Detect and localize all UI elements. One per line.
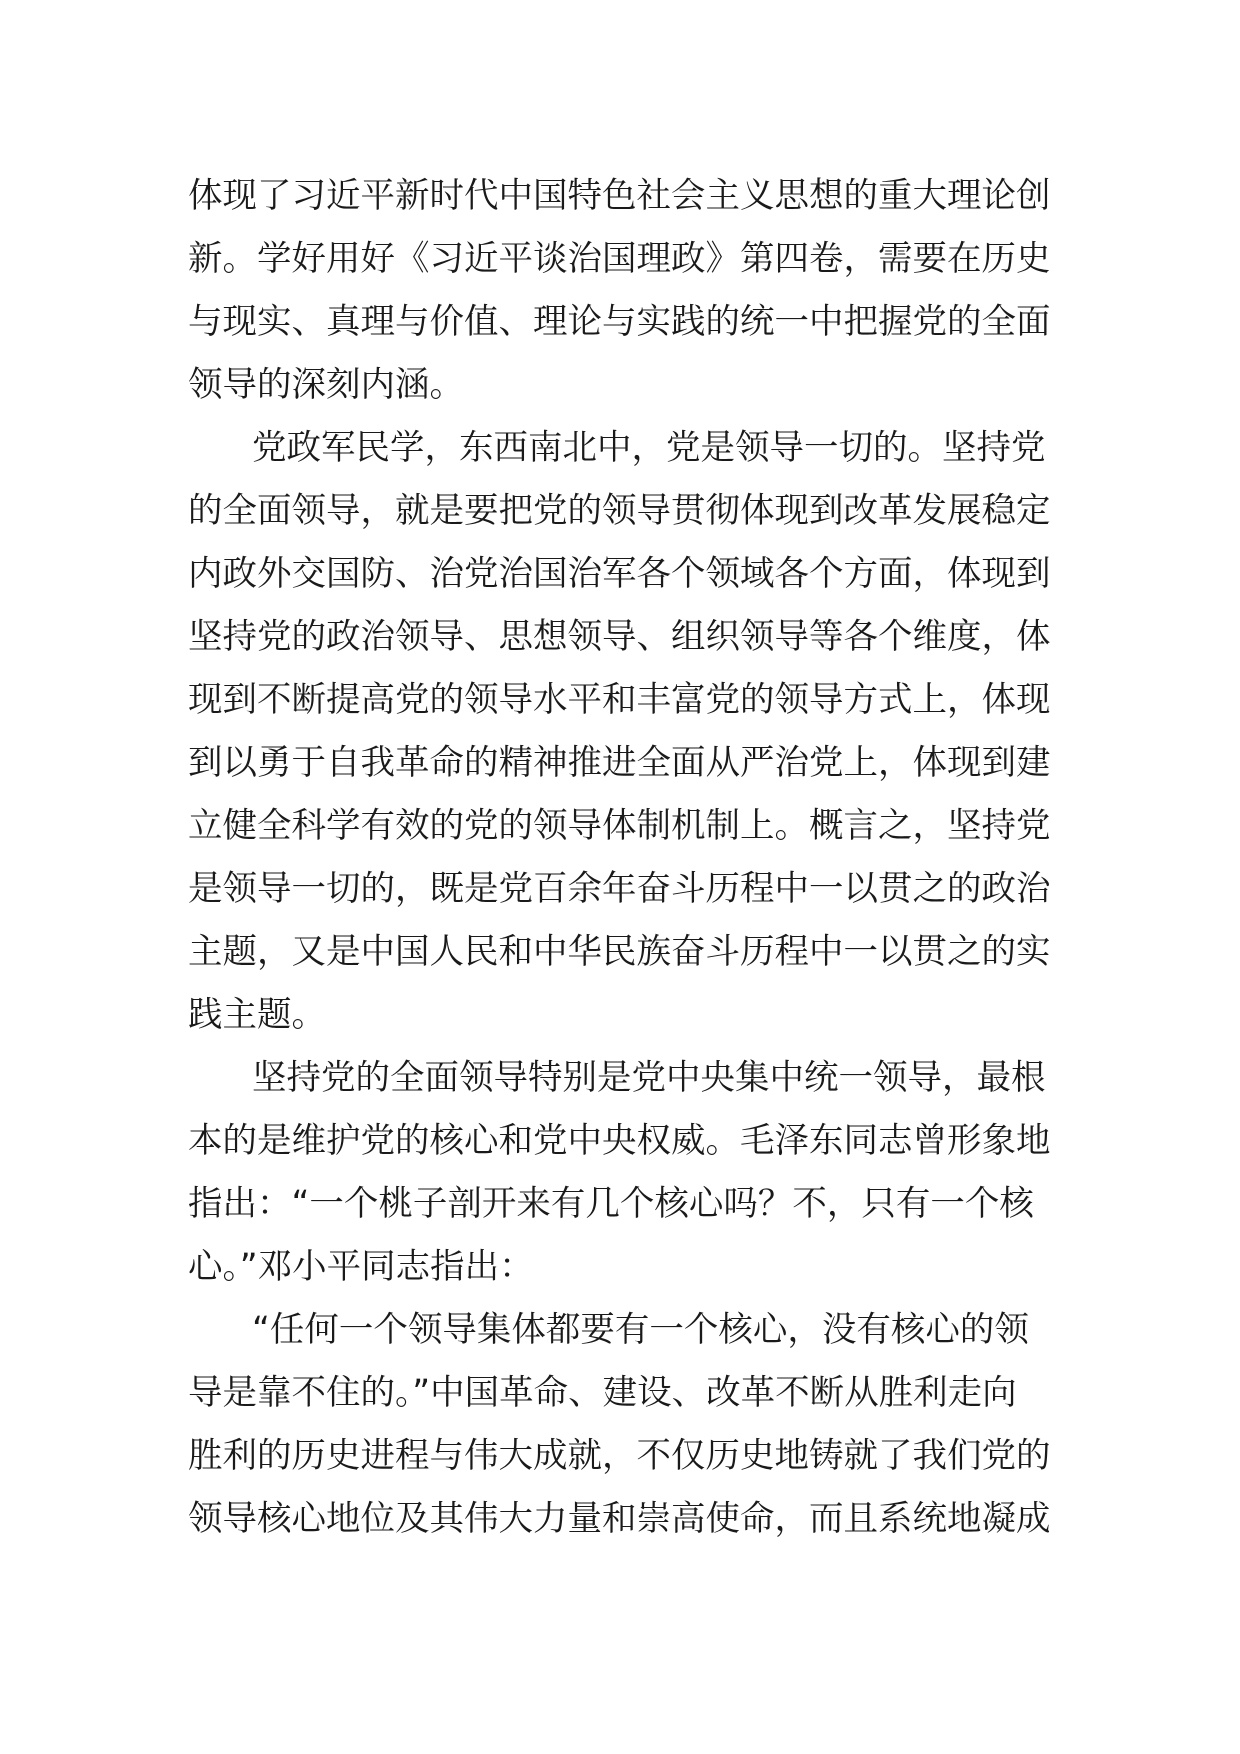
text-line: 主题，又是中国人民和中华民族奋斗历程中一以贯之的实 bbox=[188, 932, 1051, 972]
paragraph-first-line: 坚持党的全面领导特别是党中央集中统一领导，最根 bbox=[252, 1058, 1046, 1098]
text-line: 心。”邓小平同志指出： bbox=[188, 1247, 534, 1287]
paragraph-first-line: “任何一个领导集体都要有一个核心，没有核心的领 bbox=[252, 1310, 1029, 1350]
text-line: 现到不断提高党的领导水平和丰富党的领导方式上，体现 bbox=[188, 680, 1051, 720]
text-line: 内政外交国防、治党治国治军各个领域各个方面，体现到 bbox=[188, 554, 1051, 594]
text-line: 领导的深刻内涵。 bbox=[188, 365, 464, 405]
text-line: 体现了习近平新时代中国特色社会主义思想的重大理论创 bbox=[188, 176, 1051, 216]
paragraph-first-line: 党政军民学，东西南北中，党是领导一切的。坚持党 bbox=[252, 428, 1046, 468]
text-line: 领导核心地位及其伟大力量和崇高使命，而且系统地凝成 bbox=[188, 1499, 1051, 1539]
body-text bbox=[188, 165, 1058, 1551]
text-line: 的全面领导，就是要把党的领导贯彻体现到改革发展稳定 bbox=[188, 491, 1051, 531]
text-line: 是领导一切的，既是党百余年奋斗历程中一以贯之的政治 bbox=[188, 869, 1051, 909]
text-line: 与现实、真理与价值、理论与实践的统一中把握党的全面 bbox=[188, 302, 1051, 342]
text-line: 新。学好用好《习近平谈治国理政》第四卷，需要在历史 bbox=[188, 239, 1051, 279]
text-line: 践主题。 bbox=[188, 995, 326, 1035]
text-line: 坚持党的政治领导、思想领导、组织领导等各个维度，体 bbox=[188, 617, 1051, 657]
text-line: 立健全科学有效的党的领导体制机制上。概言之，坚持党 bbox=[188, 806, 1051, 846]
text-line: 导是靠不住的。”中国革命、建设、改革不断从胜利走向 bbox=[188, 1373, 1017, 1413]
text-line: 到以勇于自我革命的精神推进全面从严治党上，体现到建 bbox=[188, 743, 1051, 783]
text-line: 本的是维护党的核心和党中央权威。毛泽东同志曾形象地 bbox=[188, 1121, 1051, 1161]
text-line: 指出：“一个桃子剖开来有几个核心吗？不，只有一个核 bbox=[188, 1184, 1034, 1224]
text-line: 胜利的历史进程与伟大成就，不仅历史地铸就了我们党的 bbox=[188, 1436, 1051, 1476]
